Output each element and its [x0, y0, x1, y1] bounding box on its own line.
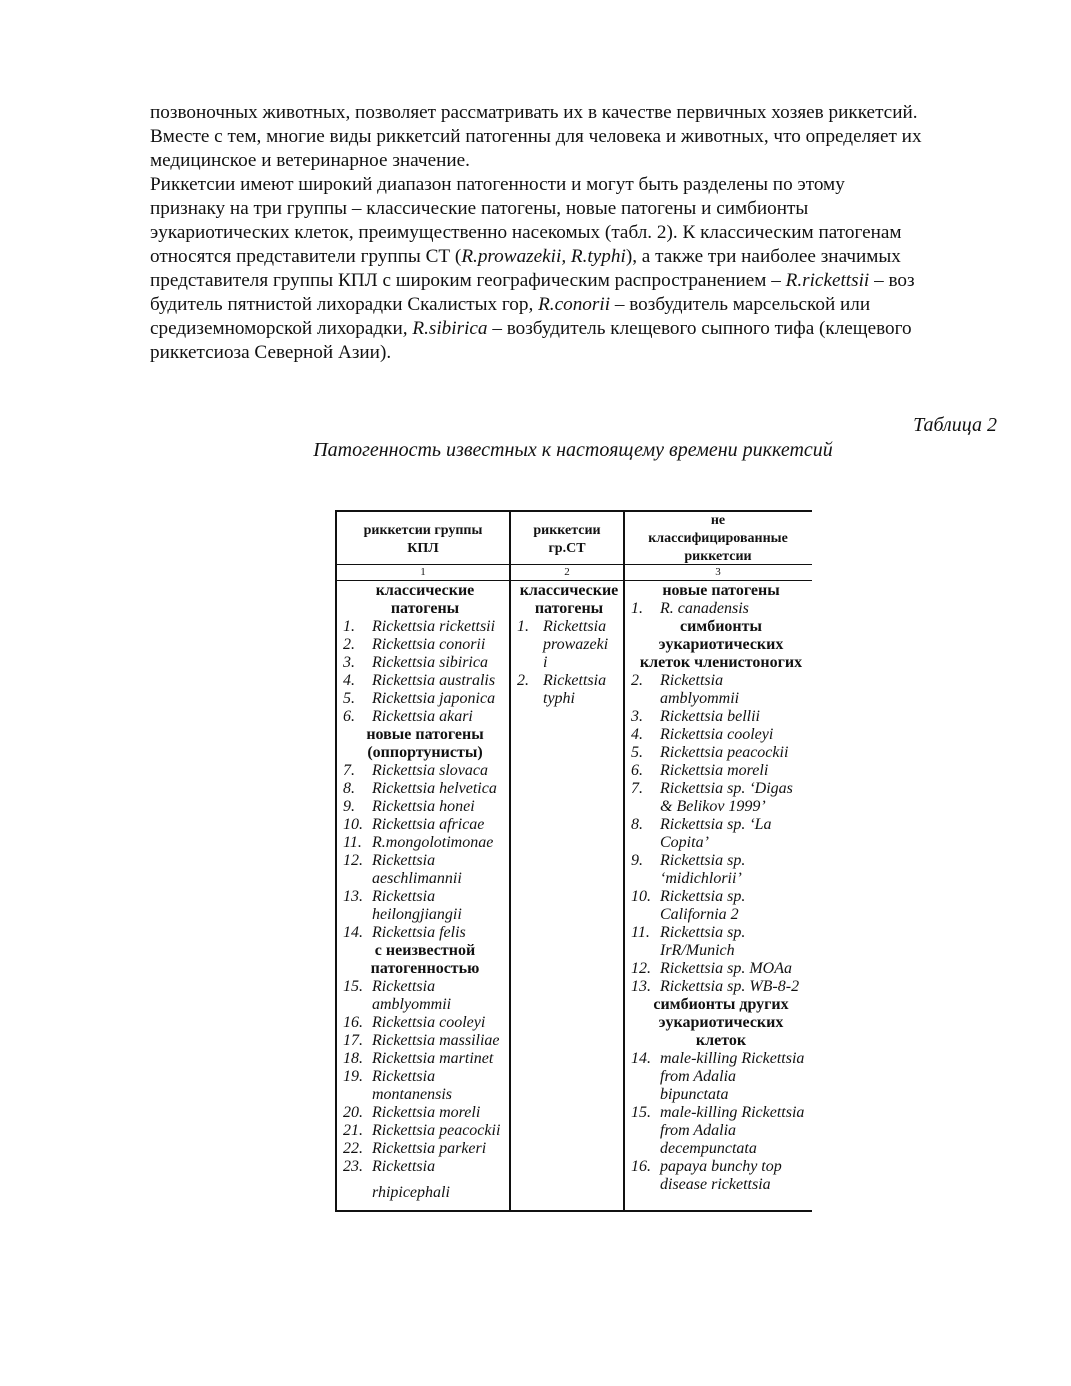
- species-name-line: Rickettsia peacockii: [372, 1122, 501, 1139]
- item-number: 2.: [631, 672, 643, 689]
- species-name: [372, 924, 466, 942]
- list-item: [343, 672, 507, 690]
- group-heading: с неизвестной: [374, 942, 476, 959]
- species-name: [372, 1184, 450, 1202]
- species-name-line: Rickettsia: [543, 672, 607, 689]
- species-name: [660, 708, 760, 726]
- species-name-line: Rickettsia: [372, 888, 436, 905]
- species-name: [372, 654, 488, 672]
- species-name: [372, 1122, 500, 1140]
- item-number: 6.: [343, 708, 355, 725]
- species-name-line: from Adalia: [660, 1122, 737, 1139]
- list-item: [631, 744, 811, 762]
- list-item: [343, 978, 507, 1014]
- species-name: [372, 762, 488, 780]
- header-line: риккетсии группы: [363, 523, 483, 538]
- species-name-line: Rickettsia sp.: [660, 924, 746, 941]
- text-run: относятся представители группы СТ (: [150, 246, 462, 267]
- item-number: 4.: [343, 672, 355, 689]
- header-line: риккетсии: [533, 523, 601, 538]
- species-name: [372, 852, 462, 888]
- list-item: [343, 636, 507, 654]
- species-name-line: decempunctata: [660, 1140, 757, 1157]
- table-header-col1: [337, 522, 509, 558]
- group-heading: патогены: [534, 600, 604, 617]
- species-name-line: amblyommii: [372, 996, 452, 1013]
- list-item: [343, 1158, 507, 1176]
- item-number: 9.: [343, 798, 355, 815]
- list-item: [343, 1122, 507, 1140]
- table-header-col2: [511, 522, 623, 558]
- list-item: [343, 888, 507, 924]
- species-name-line: heilongjiangii: [372, 906, 462, 923]
- species-name-line: Rickettsia cooleyi: [660, 726, 774, 743]
- text-line: [150, 245, 1010, 269]
- species-name-line: ‘midichlorii’: [660, 870, 742, 887]
- species-name: [372, 1140, 486, 1158]
- species-name-line: Rickettsia africae: [372, 816, 485, 833]
- list-item: [631, 852, 811, 888]
- header-line: риккетсии: [684, 549, 752, 564]
- species-name-line: prowazeki: [543, 636, 609, 653]
- group-heading: клеток: [695, 1032, 747, 1049]
- group-heading: новые патогены: [662, 582, 780, 599]
- list-item: [631, 1104, 811, 1158]
- text-run: средиземноморской лихорадки: [150, 318, 403, 339]
- paragraph-2: [150, 173, 1010, 365]
- item-number: 16.: [343, 1014, 363, 1031]
- species-name-line: Rickettsia slovaca: [372, 762, 488, 779]
- species-name-line: Rickettsia moreli: [372, 1104, 481, 1121]
- list-item: [343, 1050, 507, 1068]
- species-name-line: Rickettsia sp. ‘Digas: [660, 780, 793, 797]
- species-name: [372, 672, 495, 690]
- species-name: [660, 1158, 782, 1194]
- species-name: [543, 672, 606, 708]
- list-item: [631, 1158, 811, 1194]
- header-line: не: [710, 513, 726, 528]
- cell-spacer: [343, 1176, 507, 1184]
- list-item: [631, 762, 811, 780]
- item-number: 13.: [343, 888, 363, 905]
- item-number: 20.: [343, 1104, 363, 1121]
- list-item: [631, 816, 811, 852]
- list-item: [631, 600, 811, 618]
- species-name-line: Rickettsia: [372, 1158, 436, 1175]
- species-name: [660, 978, 799, 996]
- species-name: [372, 834, 493, 852]
- item-number: 21.: [343, 1122, 363, 1139]
- species-name: [372, 690, 495, 708]
- species-name-line: Rickettsia sp. ‘La: [660, 816, 772, 833]
- species-name-line: Rickettsia helvetica: [372, 780, 497, 797]
- group-heading: новые патогены: [366, 726, 484, 743]
- species-name-line: Rickettsia: [543, 618, 607, 635]
- list-item: [517, 618, 621, 672]
- group-heading: симбионты других: [653, 996, 789, 1013]
- species-name-line: Rickettsia honei: [372, 798, 475, 815]
- species-name-line: Rickettsia: [660, 672, 724, 689]
- item-number: 14.: [631, 1050, 651, 1067]
- item-number: 10.: [631, 888, 651, 905]
- species-name-line: Rickettsia: [372, 852, 436, 869]
- species-name: [660, 726, 773, 744]
- list-item: [631, 672, 811, 708]
- species-name-line: Rickettsia sibirica: [372, 654, 488, 671]
- table-label: Таблица 2: [913, 414, 997, 436]
- table-cell-col1: [343, 582, 507, 1202]
- item-number: 2.: [343, 636, 355, 653]
- group-heading: патогены: [390, 600, 460, 617]
- item-number: 15.: [343, 978, 363, 995]
- text-run: – возбудитель клещевого сыпного тифа (клещевого: [487, 318, 912, 339]
- species-name: , R.conorii: [528, 294, 611, 315]
- species-name-line: i: [543, 654, 548, 671]
- species-name: [372, 1050, 493, 1068]
- species-name-line: male-killing Rickettsia: [660, 1050, 805, 1067]
- table-caption: Патогенность известных к настоящему времени риккетсий: [313, 439, 833, 461]
- list-item: [343, 1014, 507, 1032]
- species-name-line: Rickettsia: [372, 1068, 436, 1085]
- text-run: – воз: [869, 270, 915, 291]
- table-divider-1: [509, 510, 511, 1211]
- item-number: 5.: [631, 744, 643, 761]
- species-name: [372, 1104, 480, 1122]
- list-item: [631, 780, 811, 816]
- species-name: [372, 816, 484, 834]
- species-name: , R.sibirica: [402, 318, 488, 339]
- item-number: 18.: [343, 1050, 363, 1067]
- text-line: эукариотических клеток, преимущественно насекомых (табл. 2). К классическим патогенам: [150, 222, 902, 243]
- group-heading: классические: [375, 582, 475, 599]
- species-name-line: Rickettsia japonica: [372, 690, 496, 707]
- text-line: Риккетсии имеют широкий диапазон патогенности и могут быть разделены по этому: [150, 174, 845, 195]
- species-name-line: Rickettsia: [372, 978, 436, 995]
- species-name: [660, 672, 739, 708]
- item-number: 11.: [343, 834, 362, 851]
- species-name-line: Rickettsia peacockii: [660, 744, 789, 761]
- list-item: [343, 1104, 507, 1122]
- group-heading: клеток членистоногих: [639, 654, 803, 671]
- species-name-line: R. canadensis: [660, 600, 749, 617]
- species-name-line: aeschlimannii: [372, 870, 462, 887]
- text-line: [150, 317, 1010, 341]
- item-number: 16.: [631, 1158, 651, 1175]
- species-name-line: Rickettsia akari: [372, 708, 473, 725]
- item-number: 2.: [517, 672, 529, 689]
- group-heading: эукариотических: [658, 636, 784, 653]
- item-number: 14.: [343, 924, 363, 941]
- species-name-line: amblyommii: [660, 690, 740, 707]
- species-name: [660, 762, 768, 780]
- species-name: [372, 636, 485, 654]
- species-name-line: Rickettsia bellii: [660, 708, 760, 725]
- text-line: медицинское и ветеринарное значение.: [150, 150, 470, 171]
- item-number: 17.: [343, 1032, 363, 1049]
- item-number: 1.: [631, 600, 643, 617]
- header-line: классифицированные: [648, 531, 788, 546]
- species-name-line: Rickettsia parkeri: [372, 1140, 487, 1157]
- list-item: [343, 780, 507, 798]
- item-number: 9.: [631, 852, 643, 869]
- species-name-line: Rickettsia australis: [372, 672, 496, 689]
- species-name-line: Rickettsia moreli: [660, 762, 769, 779]
- text-line: [150, 293, 1010, 317]
- list-item: [343, 1032, 507, 1050]
- species-name: [372, 708, 473, 726]
- species-name-line: Rickettsia martinet: [372, 1050, 494, 1067]
- item-number: 8.: [343, 780, 355, 797]
- species-name: [660, 852, 745, 888]
- table-header-col3: [625, 512, 811, 566]
- list-item: [343, 690, 507, 708]
- species-name-line: montanensis: [372, 1086, 452, 1103]
- species-name: [372, 798, 475, 816]
- item-number: 5.: [343, 690, 355, 707]
- species-name: [372, 978, 451, 1014]
- list-item: [343, 1140, 507, 1158]
- text-run: будитель пятнистой лихорадки Скалистых гор: [150, 294, 529, 315]
- species-name-line: rhipicephali: [372, 1184, 450, 1201]
- item-number: 7.: [631, 780, 643, 797]
- list-item: [343, 654, 507, 672]
- species-name-line: Rickettsia massiliae: [372, 1032, 500, 1049]
- group-heading: классические: [519, 582, 619, 599]
- text-run: представителя группы КПЛ с широким географическим распространением –: [150, 270, 786, 291]
- item-number: 8.: [631, 816, 643, 833]
- species-name: [372, 888, 462, 924]
- species-name-line: from Adalia: [660, 1068, 737, 1085]
- species-name-line: Rickettsia felis: [372, 924, 466, 941]
- table-border-left: [335, 510, 337, 1211]
- species-name-line: Rickettsia rickettsii: [372, 618, 496, 635]
- species-name-line: Rickettsia conorii: [372, 636, 486, 653]
- item-number: 3.: [343, 654, 355, 671]
- list-item: [343, 1068, 507, 1104]
- table-divider-2: [623, 510, 625, 1211]
- species-name-line: papaya bunchy top: [660, 1158, 782, 1175]
- group-heading: эукариотических: [658, 1014, 784, 1031]
- item-number: 6.: [631, 762, 643, 779]
- header-line: КПЛ: [407, 541, 439, 556]
- species-name: [372, 1014, 485, 1032]
- species-name: [660, 1104, 804, 1158]
- species-name: R.prowazekii, R.typhi: [461, 246, 626, 267]
- item-number: 15.: [631, 1104, 651, 1121]
- item-number: [343, 1184, 372, 1202]
- group-heading: симбионты: [679, 618, 762, 635]
- species-name: [372, 1158, 435, 1176]
- species-name-line: Rickettsia sp. WB-8-2: [660, 978, 800, 995]
- species-name: [660, 600, 749, 618]
- list-item: [631, 924, 811, 960]
- list-item: [631, 978, 811, 996]
- item-number: 19.: [343, 1068, 363, 1085]
- header-line: гр.СТ: [548, 541, 586, 556]
- item-number: 4.: [631, 726, 643, 743]
- text-run: – возбудитель марсельской или: [610, 294, 871, 315]
- species-name: [660, 924, 745, 960]
- list-item: [343, 834, 507, 852]
- species-name-line: Rickettsia sp.: [660, 888, 746, 905]
- species-name: R.rickettsii: [785, 270, 870, 291]
- item-number: 22.: [343, 1140, 363, 1157]
- list-item: [631, 888, 811, 924]
- list-item: [343, 798, 507, 816]
- species-name-line: bipunctata: [660, 1086, 729, 1103]
- species-name-line: California 2: [660, 906, 739, 923]
- table-border-colnum: [335, 580, 812, 581]
- list-item: [343, 1184, 507, 1202]
- list-item: [343, 852, 507, 888]
- item-number: 13.: [631, 978, 651, 995]
- paragraph-1: [150, 101, 1010, 173]
- species-name: [660, 744, 788, 762]
- group-heading: (оппортунисты): [367, 744, 483, 761]
- list-item: [343, 708, 507, 726]
- species-name: [372, 618, 495, 636]
- list-item: [343, 618, 507, 636]
- species-name-line: male-killing Rickettsia: [660, 1104, 805, 1121]
- species-name: [660, 1050, 804, 1104]
- species-name: [660, 888, 745, 924]
- column-number: 1: [420, 566, 426, 578]
- species-name-line: Copita’: [660, 834, 709, 851]
- species-name: [660, 960, 792, 978]
- group-heading: патогенностью: [370, 960, 480, 977]
- species-name-line: Rickettsia sp.: [660, 852, 746, 869]
- list-item: [631, 726, 811, 744]
- text-line: признаку на три группы – классические патогены, новые патогены и симбионты: [150, 198, 809, 219]
- table-cell-col2: [517, 582, 621, 708]
- list-item: [343, 816, 507, 834]
- species-name: [372, 1032, 500, 1050]
- list-item: [631, 708, 811, 726]
- text-line: [150, 269, 1010, 293]
- list-item: [343, 924, 507, 942]
- item-number: 23.: [343, 1158, 363, 1175]
- species-name-line: R.mongolotimonae: [372, 834, 494, 851]
- list-item: [631, 1050, 811, 1104]
- species-name: [543, 618, 608, 672]
- species-name-line: & Belikov 1999’: [660, 798, 766, 815]
- text-line: позвоночных животных, позволяет рассматривать их в качестве первичных хозяев риккетсий.: [150, 102, 918, 123]
- species-name: [372, 1068, 452, 1104]
- table-cell-col3: [631, 582, 811, 1194]
- item-number: 3.: [631, 708, 643, 725]
- species-name: [660, 780, 793, 816]
- text-line: Вместе с тем, многие виды риккетсий патогенны для человека и животных, что определяет их: [150, 126, 922, 147]
- column-number: 3: [715, 566, 721, 578]
- column-number: 2: [564, 566, 570, 578]
- species-name-line: typhi: [543, 690, 575, 707]
- item-number: 7.: [343, 762, 355, 779]
- item-number: 1.: [517, 618, 529, 635]
- text-run: ), а также три наиболее значимых: [625, 246, 901, 267]
- species-name-line: IrR/Munich: [660, 942, 735, 959]
- item-number: 12.: [343, 852, 363, 869]
- species-name: [660, 816, 772, 852]
- species-name-line: disease rickettsia: [660, 1176, 771, 1193]
- item-number: 11.: [631, 924, 650, 941]
- item-number: 12.: [631, 960, 651, 977]
- item-number: 10.: [343, 816, 363, 833]
- table-border-bottom: [335, 1210, 812, 1212]
- species-name-line: Rickettsia cooleyi: [372, 1014, 486, 1031]
- species-name: [372, 780, 497, 798]
- list-item: [631, 960, 811, 978]
- text-line: риккетсиоза Северной Азии).: [150, 342, 392, 363]
- species-name-line: Rickettsia sp. MOAa: [660, 960, 792, 977]
- list-item: [343, 762, 507, 780]
- item-number: 1.: [343, 618, 355, 635]
- list-item: [517, 672, 621, 708]
